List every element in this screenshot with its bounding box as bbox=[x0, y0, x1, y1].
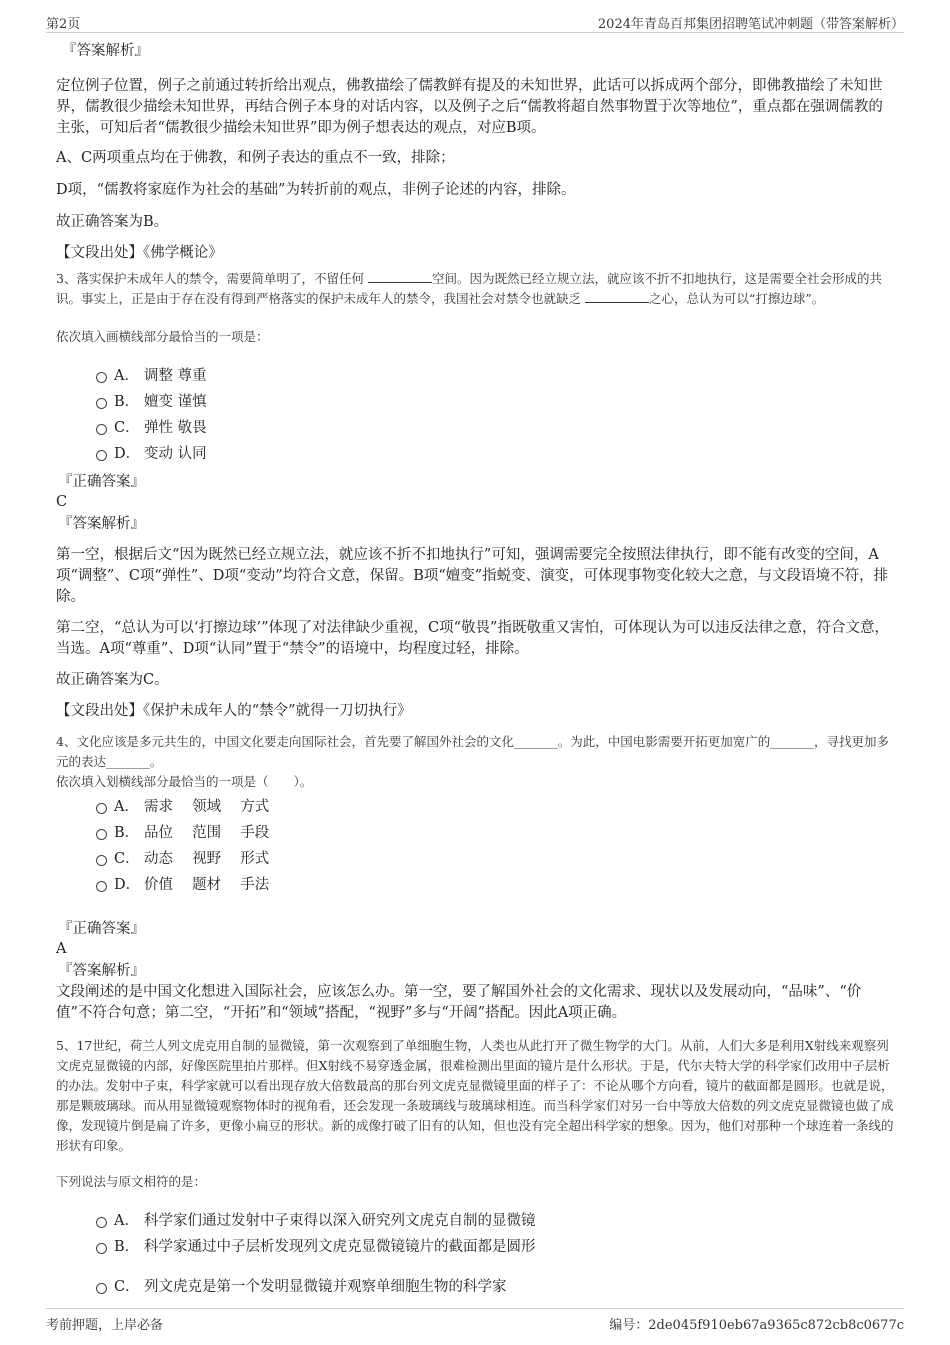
option-b[interactable]: B． 嬗变 谨慎 bbox=[56, 389, 896, 415]
option-b[interactable]: B． 品位 范围 手段 bbox=[56, 820, 896, 846]
correct-answer: C bbox=[56, 494, 68, 510]
question-stem bbox=[56, 269, 896, 309]
option-c[interactable]: C． 动态 视野 形式 bbox=[56, 846, 896, 872]
question-instruction: 下列说法与原文相符的是： bbox=[56, 1174, 207, 1189]
radio-button[interactable] bbox=[96, 1283, 107, 1294]
analysis-paragraph: 故正确答案为C。 bbox=[56, 672, 169, 688]
radio-button[interactable] bbox=[96, 372, 107, 383]
radio-button[interactable] bbox=[96, 1217, 107, 1228]
blank-line bbox=[585, 290, 649, 303]
analysis-paragraph: 定位例子位置，例子之前通过转折给出观点，佛教描绘了儒教鲜有提及的未知世界，此话可以拆成两个部分，即佛教描绘了未知世界，儒教很少描绘未知世界，再结合例子本身的对话内容，以及例子之后“儒教将超自然事物置于次等地位”，重点都在强调儒教的主张，可知后者“儒教很少描绘未知世界”即为例子想表达的观点，对应B项。 bbox=[56, 78, 883, 136]
blank-line bbox=[368, 270, 432, 283]
analysis-paragraph: 第二空，“总认为可以‘打擦边球’”体现了对法律缺少重视，C项“敬畏”指既敬重又害怕，可体现认为可以违反法律之意，符合文意，当选。A项“尊重”、D项“认同”置于“禁令”的语境中，均程度过轻，排除。 bbox=[56, 620, 889, 657]
question-instruction: 依次填入划横线部分最恰当的一项是（ ）。 bbox=[56, 774, 313, 789]
option-b[interactable]: B． 科学家通过中子层析发现列文虎克显微镜镜片的截面都是圆形 bbox=[56, 1234, 896, 1260]
document-title: 2024年青岛百邦集团招聘笔试冲刺题（带答案解析） bbox=[597, 17, 904, 32]
question-stem: 5、17世纪，荷兰人列文虎克用自制的显微镜，第一次观察到了单细胞生物，人类也从此打开了微生物学的大门。从前，人们大多是利用X射线来观察列文虎克显微镜的内部，好像医院里拍片那样。但X射线不易穿透金属，很难检测出里面的镜片是什么形状。于是，代尔夫特大学的科学家们改用中子层析的办法。发射中子束，科学家就可以看出现存放大倍数最高的那台列文虎克显微镜里面的样子了：不论从哪个方向看，镜片的截面都是圆形。也就是说，那是颗玻璃球。而从用显微镜观察物体时的视角看，还会发现一条玻璃线与玻璃球相连。而当科学家们对另一台中等放大倍数的列文虎克显微镜也做了成像，发现镜片倒是扁了许多，更像小扁豆的形状。新的成像打破了旧有的认知，但也没有完全超出科学家的想象。因为，他们对那种一个球连着一条线的形状有印象。 bbox=[56, 1038, 894, 1153]
correct-answer: A bbox=[56, 941, 67, 957]
analysis-paragraph: D项，“儒教将家庭作为社会的基础”为转折前的观点，非例子论述的内容，排除。 bbox=[56, 182, 576, 198]
option-a[interactable]: A． 调整 尊重 bbox=[56, 363, 896, 389]
option-d[interactable]: D． 价值 题材 手法 bbox=[56, 872, 896, 898]
document-content bbox=[56, 40, 896, 1300]
option-c[interactable]: C． 列文虎克是第一个发明显微镜并观察单细胞生物的科学家 bbox=[56, 1274, 896, 1300]
analysis-paragraph: 故正确答案为B。 bbox=[56, 214, 169, 230]
stem-part: 之心，总认为可以“打擦边球”。 bbox=[648, 291, 825, 306]
analysis-paragraph: A、C两项重点均在于佛教，和例子表达的重点不一致，排除； bbox=[56, 150, 455, 166]
option-list bbox=[56, 1208, 896, 1300]
answer-tag: 『正确答案』 bbox=[58, 474, 145, 490]
radio-button[interactable] bbox=[96, 424, 107, 435]
radio-button[interactable] bbox=[96, 829, 107, 840]
radio-button[interactable] bbox=[96, 398, 107, 409]
source-citation: 【文段出处】《佛学概论》 bbox=[56, 245, 223, 261]
analysis-paragraph: 第一空，根据后文“因为既然已经立规立法，就应该不折不扣地执行”可知，强调需要完全按照法律执行，即不能有改变的空间，A项“调整”、C项“弹性”、D项“变动”均符合文意，保留。B项“嬗变”指蜕变、演变，可体现事物变化较大之意，与文段语境不符，排除。 bbox=[56, 547, 889, 605]
option-c[interactable]: C． 弹性 敬畏 bbox=[56, 415, 896, 441]
stem-part: 3、落实保护未成年人的禁令，需要简单明了，不留任何 bbox=[56, 271, 368, 286]
question-stem: 4、文化应该是多元共生的，中国文化要走向国际社会，首先要了解国外社会的文化_______。为此，中国电影需要开拓更加宽广的_______，寻找更加多元的表达_______。 bbox=[56, 734, 889, 769]
radio-button[interactable] bbox=[96, 855, 107, 866]
analysis-tag: 『答案解析』 bbox=[58, 516, 145, 532]
page-header bbox=[46, 10, 904, 33]
source-citation: 【文段出处】《保护未成年人的“禁令”就得一刀切执行》 bbox=[56, 703, 412, 719]
page-footer bbox=[46, 1308, 904, 1331]
option-a[interactable]: A． 科学家们通过发射中子束得以深入研究列文虎克自制的显微镜 bbox=[56, 1208, 896, 1234]
analysis-tag: 『答案解析』 bbox=[58, 963, 145, 979]
radio-button[interactable] bbox=[96, 881, 107, 892]
radio-button[interactable] bbox=[96, 803, 107, 814]
page-number: 第2页 bbox=[46, 17, 81, 32]
option-a[interactable]: A． 需求 领域 方式 bbox=[56, 794, 896, 820]
stem-part: 空间。因为既然已经立规立法，就应该不折不扣地执行，这是需要全社会形成的共识。事实上，正是由于存在没有得到严格落实的保护未成年人的禁令，我国社会对禁令也就缺乏 bbox=[56, 271, 882, 306]
radio-button[interactable] bbox=[96, 450, 107, 461]
footer-slogan: 考前押题，上岸必备 bbox=[46, 1318, 164, 1333]
radio-button[interactable] bbox=[96, 1243, 107, 1254]
document-id: 编号：2de045f910eb67a9365c872cb8c0677c bbox=[609, 1318, 904, 1333]
option-list bbox=[56, 794, 896, 898]
analysis-tag: 『答案解析』 bbox=[62, 43, 149, 59]
option-list bbox=[56, 363, 896, 467]
option-d[interactable]: D． 变动 认同 bbox=[56, 441, 896, 467]
question-instruction: 依次填入画横线部分最恰当的一项是： bbox=[56, 329, 269, 344]
analysis-paragraph: 文段阐述的是中国文化想进入国际社会，应该怎么办。第一空，要了解国外社会的文化需求、现状以及发展动向，“品味”、“价值”不符合句意；第二空，“开拓”和“领域”搭配，“视野”多与“开阔”搭配。因此A项正确。 bbox=[56, 984, 862, 1021]
answer-tag: 『正确答案』 bbox=[58, 921, 145, 937]
